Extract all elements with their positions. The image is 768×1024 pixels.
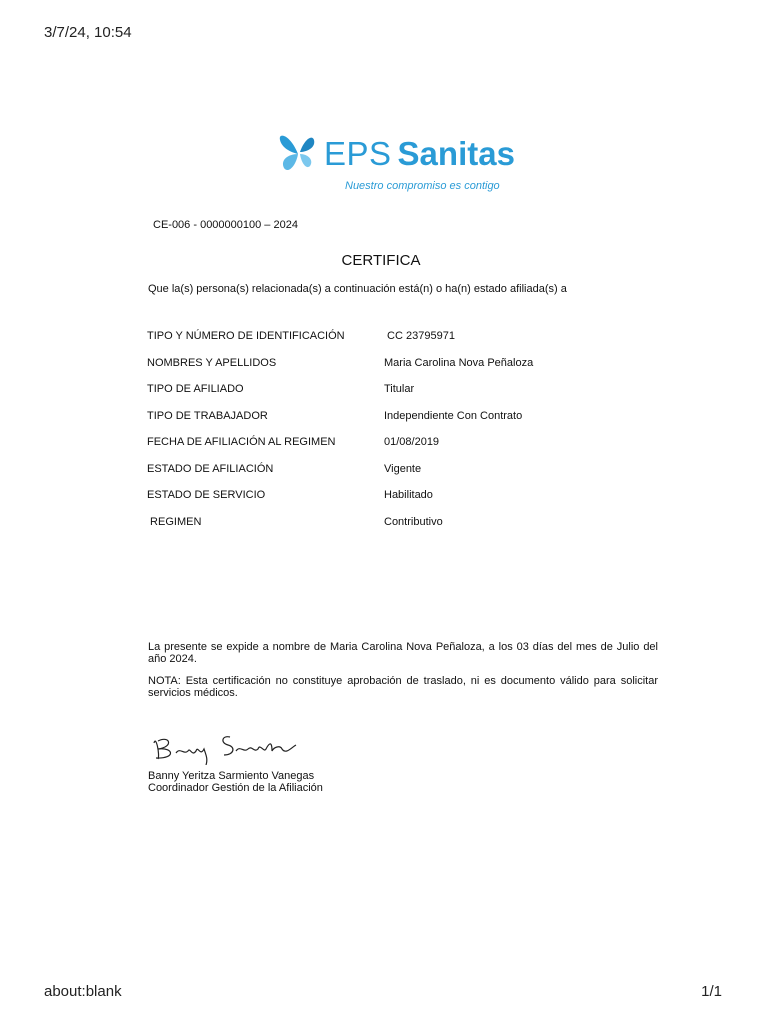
field-label-affiliation-date: FECHA DE AFILIACIÓN AL REGIMEN [147, 436, 336, 448]
field-value-affiliate-type: Titular [384, 383, 415, 395]
field-label-affiliation-status: ESTADO DE AFILIACIÓN [147, 463, 274, 475]
signer-role: Coordinador Gestión de la Afiliación [148, 782, 323, 794]
field-value-worker-type: Independiente Con Contrato [384, 410, 523, 422]
field-value-affiliation-status: Vigente [384, 463, 422, 475]
print-url: about:blank [44, 983, 122, 1000]
handwritten-signature [148, 725, 308, 765]
brand-eps: EPS [324, 135, 392, 172]
issued-statement: La presente se expide a nombre de Maria Carolina Nova Peñaloza, a los 03 días del mes de Julio del año 2024. [148, 641, 658, 665]
field-value-affiliation-date: 01/08/2019 [384, 436, 440, 448]
intro-text: Que la(s) persona(s) relacionada(s) a continuación está(n) o ha(n) estado afiliada(s) a [148, 283, 567, 295]
field-label-names: NOMBRES Y APELLIDOS [147, 357, 277, 369]
disclaimer-note: NOTA: Esta certificación no constituye aprobación de traslado, ni es documento válido para solicitar servicios médicos. [148, 675, 658, 699]
field-value-identification: CC 23795971 [384, 330, 455, 342]
brand-sanitas: Sanitas [397, 135, 515, 172]
field-label-identification: TIPO Y NÚMERO DE IDENTIFICACIÓN [147, 330, 345, 342]
butterfly-icon [276, 130, 322, 176]
certificate-reference: CE-006 - 0000000100 – 2024 [153, 219, 298, 231]
print-datetime: 3/7/24, 10:54 [44, 24, 132, 41]
field-label-worker-type: TIPO DE TRABAJADOR [147, 410, 268, 422]
signer-name: Banny Yeritza Sarmiento Vanegas [148, 770, 315, 782]
field-label-service-status: ESTADO DE SERVICIO [147, 489, 266, 501]
field-label-regime: REGIMEN [147, 516, 202, 528]
page-number: 1/1 [701, 983, 722, 1000]
field-value-regime: Contributivo [384, 516, 443, 528]
brand-tagline: Nuestro compromiso es contigo [345, 180, 500, 192]
field-label-affiliate-type: TIPO DE AFILIADO [147, 383, 244, 395]
document-title: CERTIFICA [341, 252, 421, 269]
field-value-service-status: Habilitado [384, 489, 433, 501]
field-value-names: Maria Carolina Nova Peñaloza [384, 357, 534, 369]
eps-sanitas-logo [276, 130, 515, 196]
